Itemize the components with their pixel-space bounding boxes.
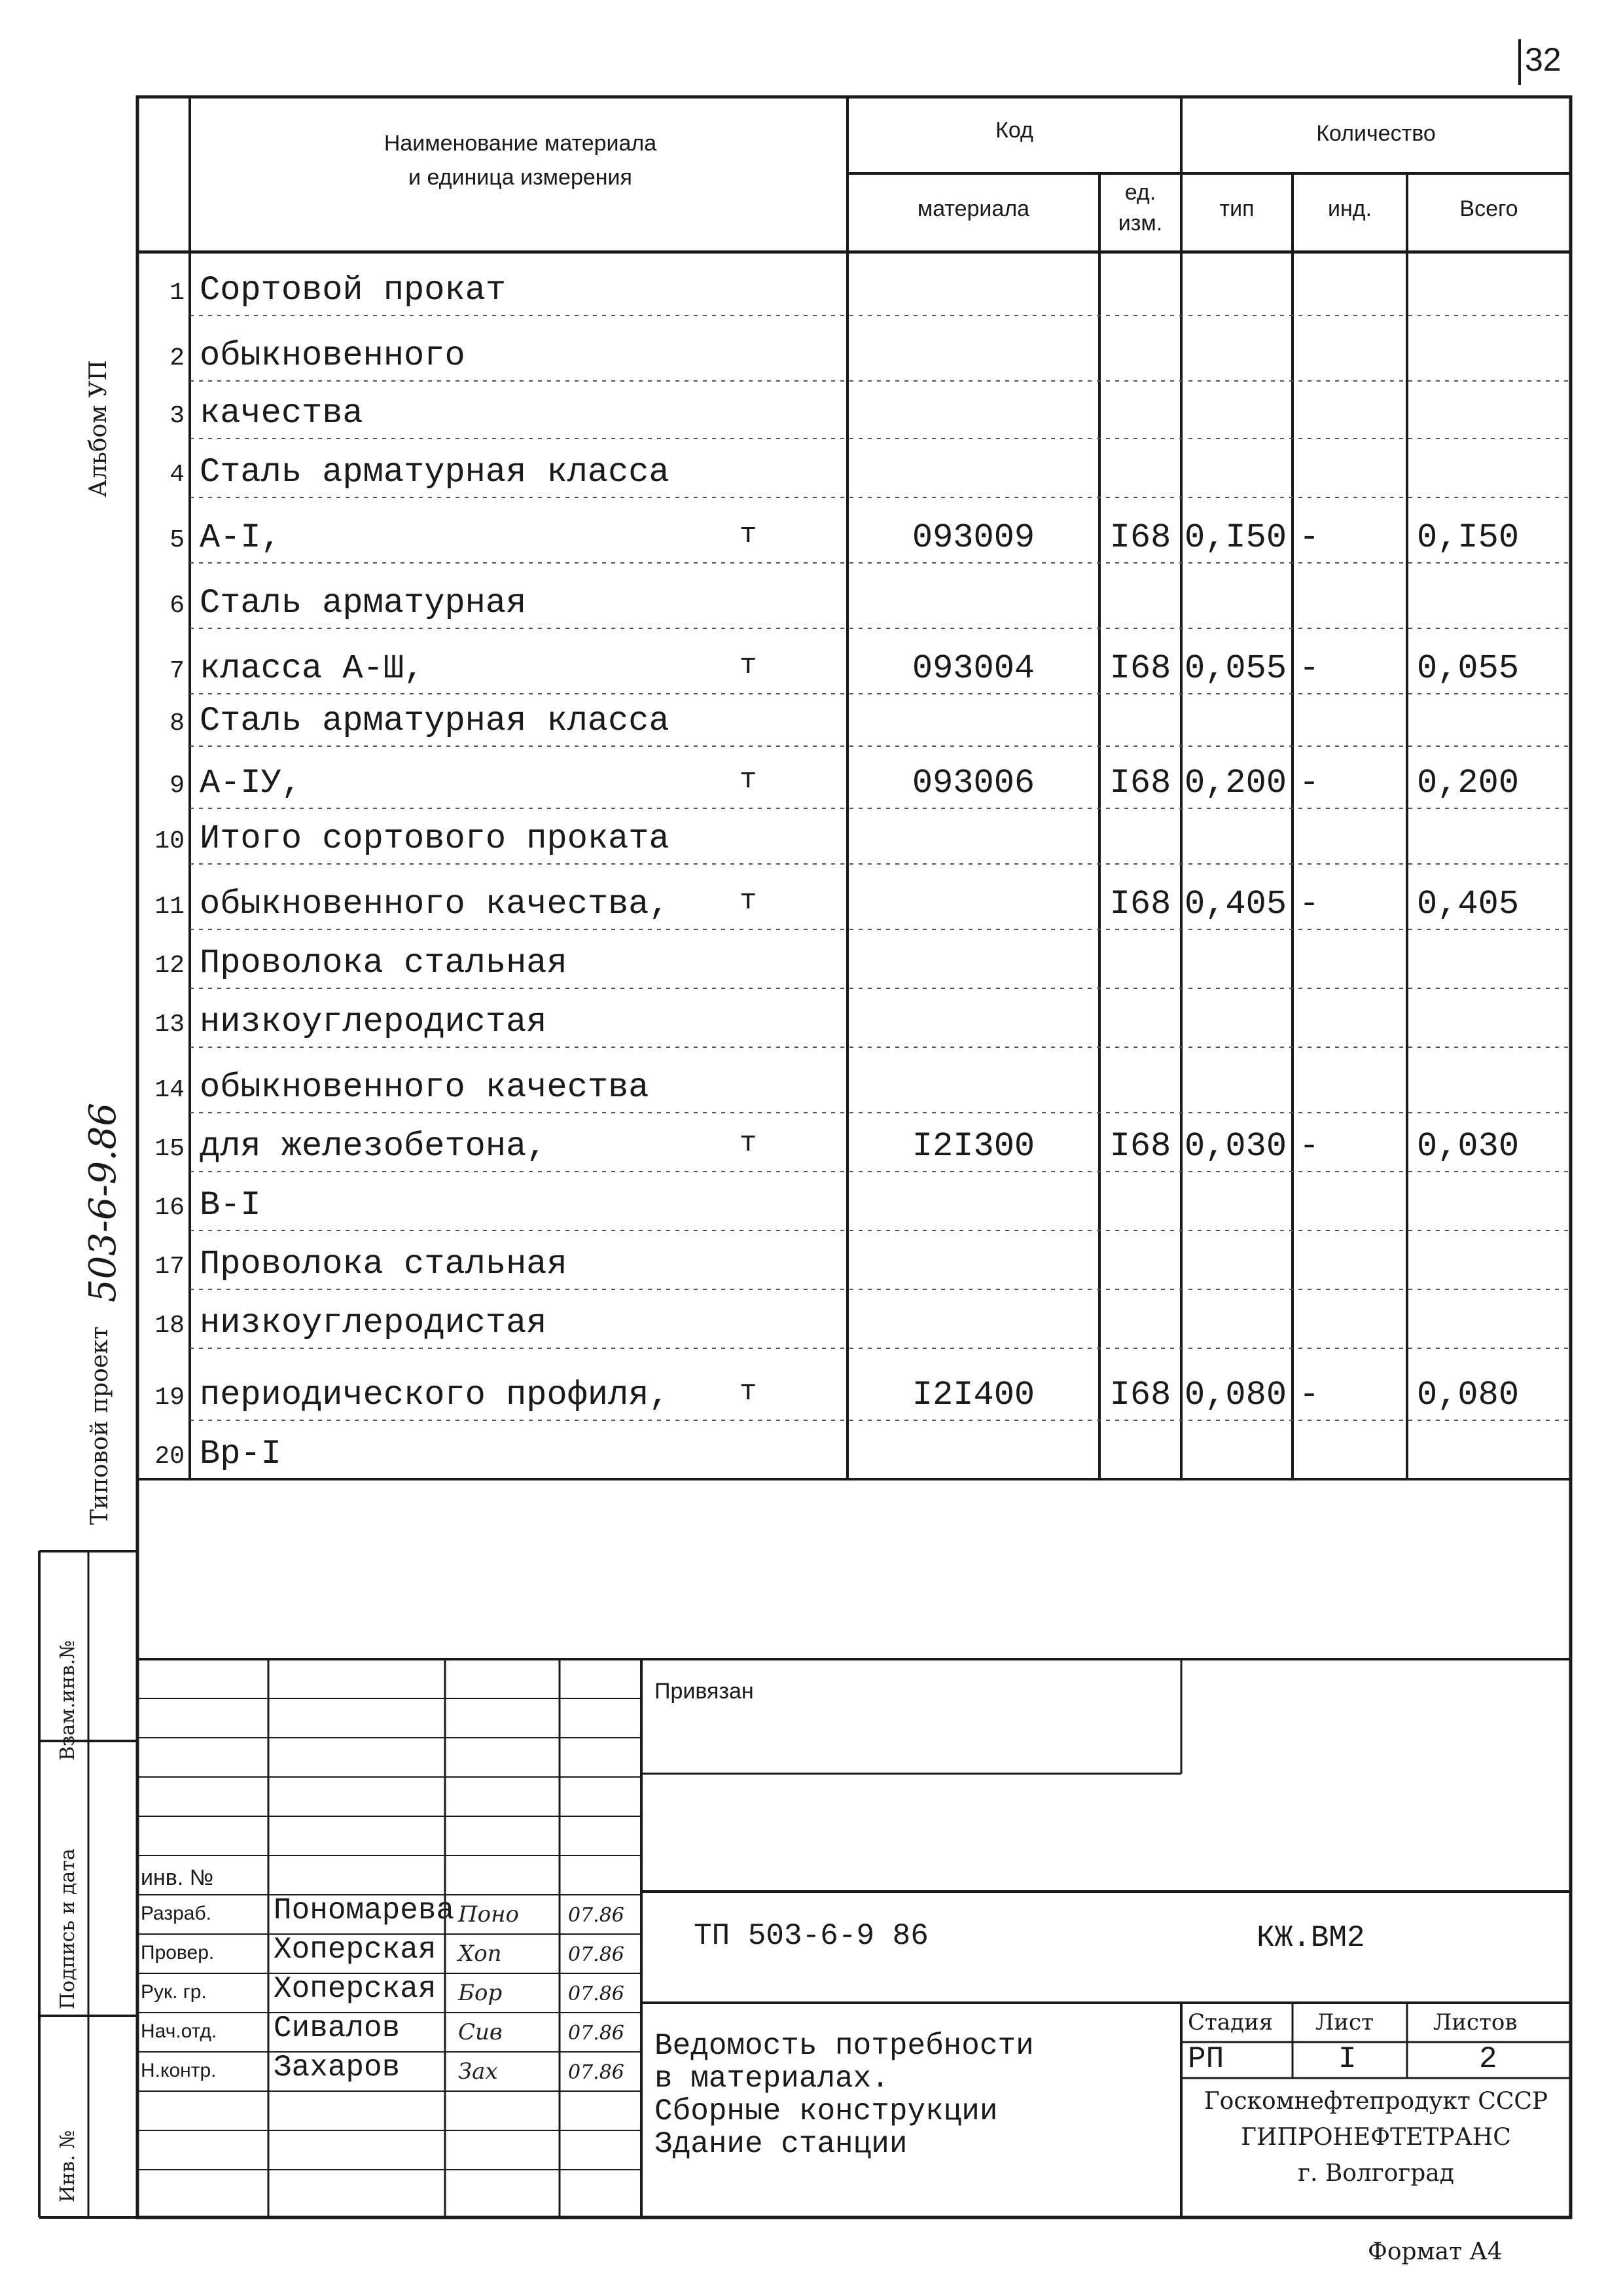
row-number: 11 <box>154 893 185 921</box>
row-number: 1 <box>169 279 185 307</box>
row-number: 6 <box>169 592 185 620</box>
row-number: 14 <box>154 1076 185 1104</box>
qty-ind: - <box>1299 518 1320 557</box>
format-label: Формат А4 <box>1368 2238 1503 2265</box>
material-name: для железобетона, <box>200 1127 547 1166</box>
header-quantity: Количество <box>1316 121 1436 146</box>
staff-role: Разраб. <box>141 1903 212 1924</box>
material-name: низкоуглеродистая <box>200 1003 547 1041</box>
staff-date: 07.86 <box>568 2022 624 2045</box>
unit-code: I68 <box>1109 1127 1171 1166</box>
material-name: периодического профиля, <box>200 1376 669 1414</box>
qty-ind: - <box>1299 649 1320 688</box>
inv-no-label: инв. № <box>141 1865 214 1890</box>
unit-symbol: т <box>740 764 757 797</box>
qty-tip: 0,I50 <box>1185 518 1287 557</box>
unit-code: I68 <box>1109 764 1171 802</box>
row-number: 19 <box>154 1384 185 1412</box>
privyazan-label: Привязан <box>654 1679 754 1704</box>
project-code: ТП 503-6-9 86 <box>694 1919 929 1953</box>
unit-symbol: т <box>740 885 757 918</box>
staff-signature: Хоп <box>458 1941 502 1967</box>
header-code: Код <box>995 118 1033 143</box>
material-name: Сталь арматурная <box>200 584 527 622</box>
material-name: А-I, <box>200 518 281 557</box>
unit-code: I68 <box>1109 518 1171 557</box>
doc-title-line1: Ведомость потребности <box>654 2029 1034 2063</box>
unit-symbol: т <box>740 1376 757 1408</box>
doc-title-line4: Здание станции <box>654 2127 908 2161</box>
material-name: Проволока стальная <box>200 1245 567 1283</box>
stage-value: РП <box>1188 2042 1224 2076</box>
row-number: 4 <box>169 461 185 489</box>
staff-signature: Сив <box>458 2019 503 2045</box>
staff-role: Н.контр. <box>141 2060 217 2081</box>
qty-ind: - <box>1299 885 1320 924</box>
row-number: 16 <box>154 1194 185 1222</box>
staff-signature: Бор <box>458 1980 503 2006</box>
row-number: 3 <box>169 402 185 430</box>
header-tip: тип <box>1219 196 1255 221</box>
material-name: низкоуглеродистая <box>200 1304 547 1342</box>
side-label-project-handwritten: 503-6-9.86 <box>82 1102 124 1302</box>
qty-tip: 0,080 <box>1185 1376 1287 1414</box>
header-material: материала <box>917 196 1030 221</box>
qty-ind: - <box>1299 1376 1320 1414</box>
staff-role: Нач.отд. <box>141 2020 217 2042</box>
material-name: Проволока стальная <box>200 944 567 982</box>
header-ind: инд. <box>1327 196 1372 221</box>
qty-ind: - <box>1299 1127 1320 1166</box>
qty-tip: 0,030 <box>1185 1127 1287 1166</box>
side-label-podpis: Подпись и дата <box>56 1848 79 2009</box>
material-name: Сталь арматурная класса <box>200 453 669 492</box>
page-number: 32 <box>1525 41 1561 78</box>
side-label-project: Типовой проект <box>86 1326 113 1525</box>
side-label-inv: Инв. № <box>56 2130 79 2202</box>
row-number: 17 <box>154 1253 185 1281</box>
qty-tip: 0,055 <box>1185 649 1287 688</box>
material-name: А-IУ, <box>200 764 302 802</box>
doc-title-line2: в материалах. <box>654 2062 889 2096</box>
staff-name: Сивалов <box>274 2011 401 2045</box>
sheets-label: Листов <box>1433 2009 1518 2036</box>
header-unit-line1: ед. <box>1124 180 1156 205</box>
material-code: 093009 <box>912 518 1035 557</box>
row-number: 5 <box>169 526 185 554</box>
doc-code: КЖ.ВМ2 <box>1257 1921 1365 1955</box>
material-name: обыкновенного качества <box>200 1068 649 1107</box>
material-code: 093006 <box>912 764 1035 802</box>
staff-name: Захаров <box>274 2051 401 2085</box>
qty-tip: 0,200 <box>1185 764 1287 802</box>
qty-total: 0,055 <box>1417 649 1520 688</box>
unit-symbol: т <box>740 649 757 682</box>
material-name: Вр-I <box>200 1435 281 1473</box>
row-number: 20 <box>154 1443 185 1471</box>
staff-signature: Зах <box>458 2058 498 2085</box>
material-code: 093004 <box>912 649 1035 688</box>
staff-date: 07.86 <box>568 1943 624 1966</box>
header-name-line2: и единица измерения <box>408 165 632 190</box>
row-number: 18 <box>154 1312 185 1340</box>
row-number: 15 <box>154 1135 185 1163</box>
side-label-album: Альбом УП <box>85 360 112 497</box>
material-name: качества <box>200 394 363 433</box>
qty-total: 0,030 <box>1417 1127 1520 1166</box>
staff-role: Провер. <box>141 1942 215 1964</box>
unit-code: I68 <box>1109 885 1171 924</box>
material-name: В-I <box>200 1186 261 1225</box>
row-number: 2 <box>169 344 185 372</box>
unit-symbol: т <box>740 1127 757 1160</box>
org-line2: ГИПРОНЕФТЕТРАНС <box>1241 2124 1511 2151</box>
material-name: Итого сортового проката <box>200 819 669 858</box>
row-number: 8 <box>169 709 185 738</box>
sheet-value: I <box>1338 2042 1357 2076</box>
material-name: обыкновенного качества, <box>200 885 669 924</box>
sheets-value: 2 <box>1479 2042 1497 2076</box>
material-name: Сортовой прокат <box>200 271 507 310</box>
staff-name: Пономарева <box>274 1893 455 1928</box>
qty-total: 0,405 <box>1417 885 1520 924</box>
org-line3: г. Волгоград <box>1298 2160 1454 2187</box>
material-name: обыкновенного <box>200 336 465 375</box>
row-number: 13 <box>154 1011 185 1039</box>
header-unit-line2: изм. <box>1118 211 1163 236</box>
staff-date: 07.86 <box>568 2061 624 2084</box>
qty-total: 0,080 <box>1417 1376 1520 1414</box>
stage-label: Стадия <box>1188 2009 1274 2036</box>
row-number: 10 <box>154 827 185 855</box>
material-name: класса А-Ш, <box>200 649 425 688</box>
staff-signature: Поно <box>458 1901 519 1928</box>
sheet-label: Лист <box>1315 2009 1374 2036</box>
header-name-line1: Наименование материала <box>383 131 657 156</box>
unit-code: I68 <box>1109 1376 1171 1414</box>
qty-total: 0,200 <box>1417 764 1520 802</box>
material-code: I2I400 <box>912 1376 1035 1414</box>
unit-code: I68 <box>1109 649 1171 688</box>
doc-title-line3: Сборные конструкции <box>654 2094 998 2128</box>
header-total: Всего <box>1459 196 1518 221</box>
staff-name: Хоперская <box>274 1972 437 2006</box>
row-number: 7 <box>169 657 185 685</box>
side-label-vzam: Взам.инв.№ <box>56 1640 79 1761</box>
material-name: Сталь арматурная класса <box>200 702 669 740</box>
org-line1: Госкомнефтепродукт СССР <box>1204 2088 1548 2115</box>
staff-date: 07.86 <box>568 1982 624 2005</box>
row-number: 9 <box>169 772 185 800</box>
qty-total: 0,I50 <box>1417 518 1520 557</box>
qty-ind: - <box>1299 764 1320 802</box>
row-number: 12 <box>154 952 185 980</box>
unit-symbol: т <box>740 518 757 551</box>
staff-name: Хоперская <box>274 1933 437 1967</box>
qty-tip: 0,405 <box>1185 885 1287 924</box>
staff-role: Рук. гр. <box>141 1981 207 2003</box>
material-code: I2I300 <box>912 1127 1035 1166</box>
staff-date: 07.86 <box>568 1904 624 1927</box>
